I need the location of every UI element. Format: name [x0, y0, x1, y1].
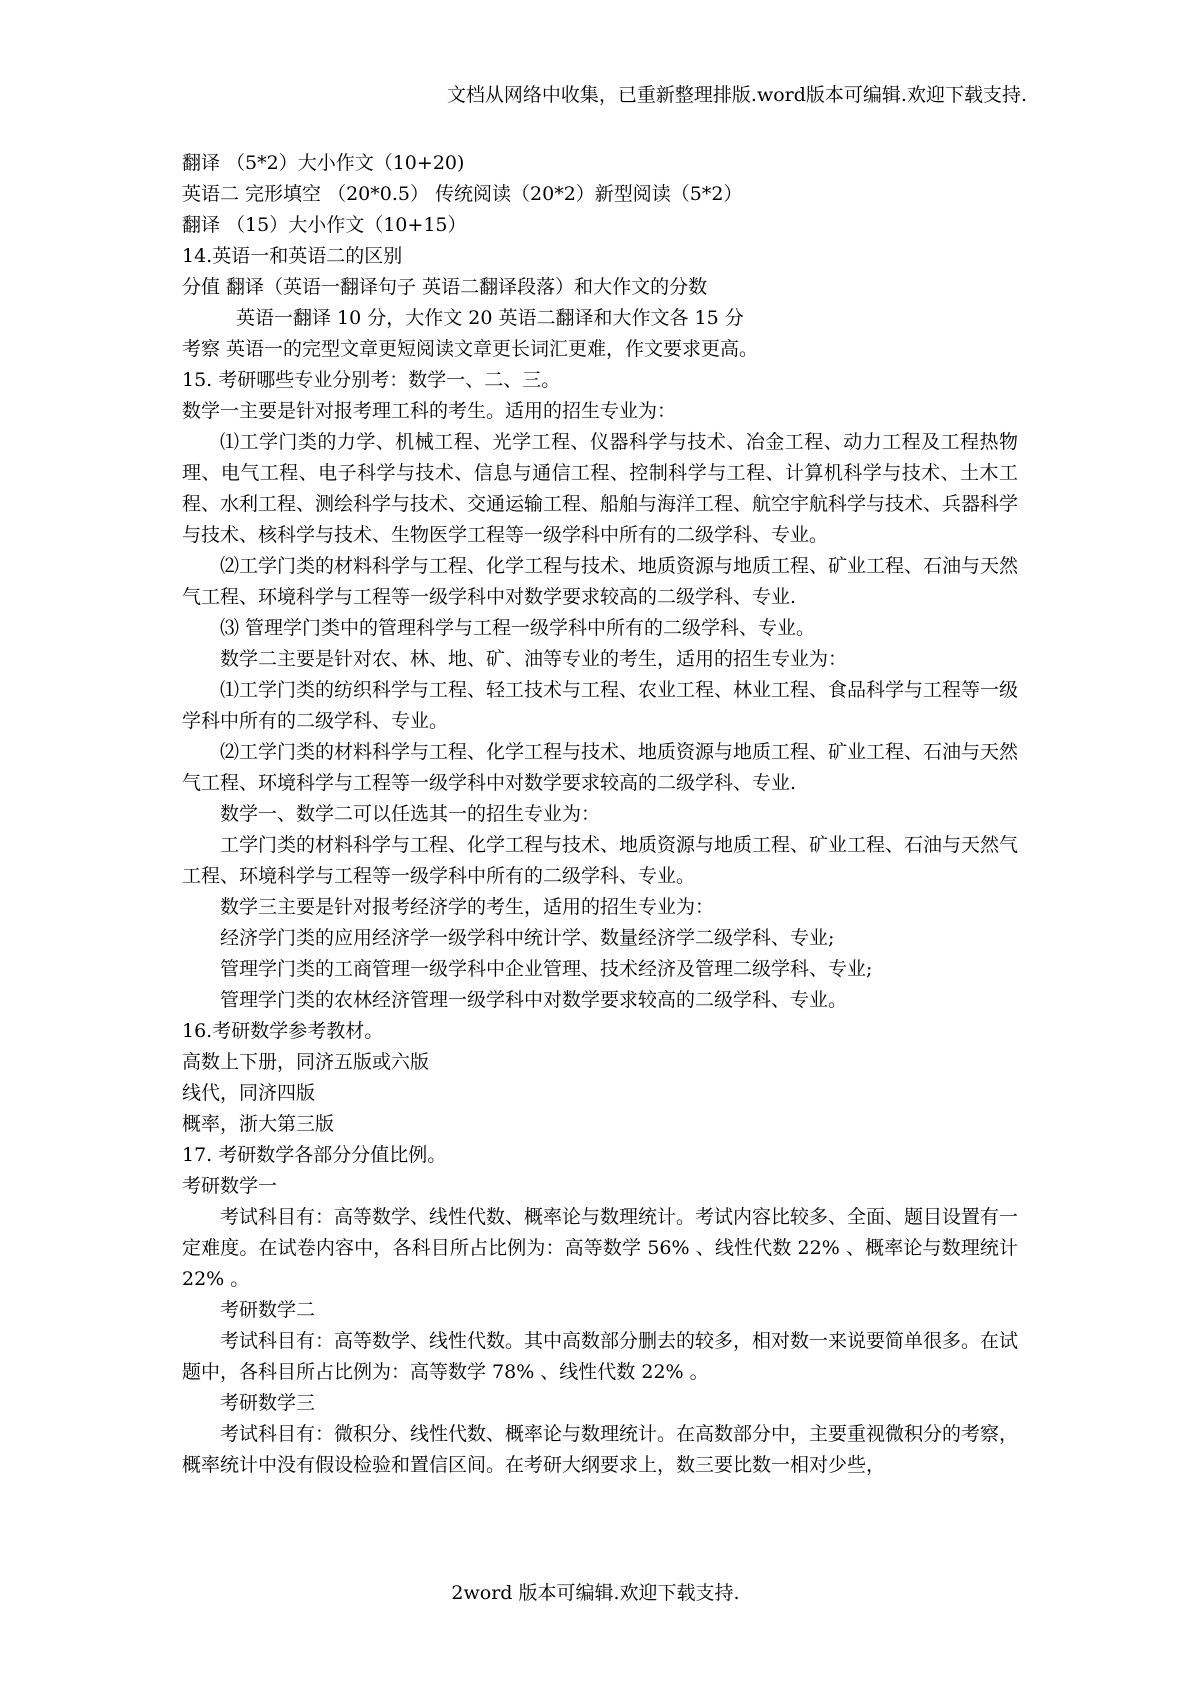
paragraph: 工学门类的材料科学与工程、化学工程与技术、地质资源与地质工程、矿业工程、石油与天然气工程、环境科学与工程等一级学科中所有的二级学科、专业。: [182, 834, 1019, 887]
paragraph: 概率，浙大第三版: [182, 1113, 335, 1135]
paragraph: 分值 翻译（英语一翻译句子 英语二翻译段落）和大作文的分数: [182, 276, 708, 298]
paragraph: 数学二主要是针对农、林、地、矿、油等专业的考生，适用的招生专业为：: [220, 648, 848, 670]
paragraph: 高数上下册，同济五版或六版: [182, 1051, 430, 1073]
paragraph: 考察 英语一的完型文章更短阅读文章更长词汇更难，作文要求更高。: [182, 338, 759, 360]
paragraph: 翻译 （15）大小作文（10+15）: [182, 214, 467, 236]
document-body: [182, 148, 1025, 1481]
paragraph: 考试科目有：高等数学、线性代数。其中高数部分删去的较多，相对数一来说要简单很多。在试题中，各科目所占比例为：高等数学 78% 、线性代数 22% 。: [182, 1330, 1019, 1383]
paragraph: 线代，同济四版: [182, 1082, 316, 1104]
paragraph: 数学一主要是针对报考理工科的考生。适用的招生专业为：: [182, 400, 677, 422]
page-footer: 2word 版本可编辑.欢迎下载支持.: [451, 1582, 740, 1604]
paragraph: ⑵工学门类的材料科学与工程、化学工程与技术、地质资源与地质工程、矿业工程、石油与天然气工程、环境科学与工程等一级学科中对数学要求较高的二级学科、专业.: [182, 741, 1019, 794]
paragraph: 翻译 （5*2）大小作文（10+20): [182, 152, 465, 174]
paragraph: ⑵工学门类的材料科学与工程、化学工程与技术、地质资源与地质工程、矿业工程、石油与天然气工程、环境科学与工程等一级学科中对数学要求较高的二级学科、专业.: [182, 555, 1019, 608]
paragraph: 数学一、数学二可以任选其一的招生专业为：: [220, 803, 601, 825]
paragraph: 英语二 完形填空 （20*0.5） 传统阅读（20*2）新型阅读（5*2）: [182, 183, 743, 205]
paragraph: 管理学门类的农林经济管理一级学科中对数学要求较高的二级学科、专业。: [220, 989, 848, 1011]
paragraph: 考研数学一: [182, 1175, 278, 1197]
section-heading: 14.英语一和英语二的区别: [182, 245, 403, 267]
section-heading: 17. 考研数学各部分分值比例。: [182, 1144, 447, 1166]
paragraph: ⑴工学门类的纺织科学与工程、轻工技术与工程、农业工程、林业工程、食品科学与工程等一级学科中所有的二级学科、专业。: [182, 679, 1019, 732]
paragraph: 经济学门类的应用经济学一级学科中统计学、数量经济学二级学科、专业;: [220, 927, 835, 949]
paragraph: 考研数学三: [220, 1392, 316, 1414]
paragraph: 考试科目有：高等数学、线性代数、概率论与数理统计。考试内容比较多、全面、题目设置有一定难度。在试卷内容中，各科目所占比例为：高等数学 56% 、线性代数 22% 、概率论与数理统计 22% 。: [182, 1206, 1025, 1290]
paragraph: 管理学门类的工商管理一级学科中企业管理、技术经济及管理二级学科、专业;: [220, 958, 873, 980]
paragraph: 英语一翻译 10 分，大作文 20 英语二翻译和大作文各 15 分: [236, 307, 744, 329]
section-heading: 16.考研数学参考教材。: [182, 1020, 384, 1042]
paragraph: 考研数学二: [220, 1299, 316, 1321]
section-heading: 15. 考研哪些专业分别考：数学一、二、三。: [182, 369, 561, 391]
paragraph: 数学三主要是针对报考经济学的考生，适用的招生专业为：: [220, 896, 715, 918]
paragraph: 考试科目有：微积分、线性代数、概率论与数理统计。在高数部分中，主要重视微积分的考察，概率统计中没有假设检验和置信区间。在考研大纲要求上，数三要比数一相对少些，: [182, 1423, 1019, 1476]
paragraph: ⑶ 管理学门类中的管理科学与工程一级学科中所有的二级学科、专业。: [220, 617, 816, 639]
paragraph: ⑴工学门类的力学、机械工程、光学工程、仪器科学与技术、冶金工程、动力工程及工程热物理、电气工程、电子科学与技术、信息与通信工程、控制科学与工程、计算机科学与技术、土木工程、水利工程、测绘科学与技术、交通运输工程、船舶与海洋工程、航空宇航科学与技术、兵器科学与技术、核科学与技术、生物医学工程等一级学科中所有的二级学科、专业。: [182, 431, 1019, 546]
page-header: 文档从网络中收集，已重新整理排版.word版本可编辑.欢迎下载支持.: [446, 84, 1027, 106]
